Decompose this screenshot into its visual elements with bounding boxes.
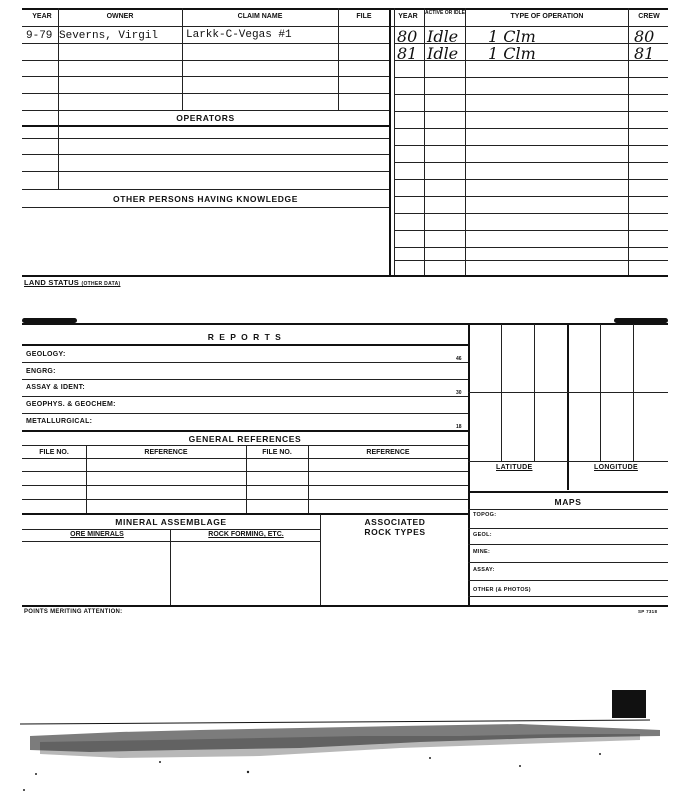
report-row-line xyxy=(22,413,468,414)
col-line xyxy=(394,8,395,276)
op-row-line xyxy=(394,111,668,112)
reports-divider xyxy=(22,323,668,325)
op-row-line xyxy=(394,260,668,261)
op-crew-1: 80 xyxy=(634,27,655,46)
maps-underline xyxy=(468,509,668,510)
op-type-1: 1 Clm xyxy=(488,27,536,46)
latitude-label: LATITUDE xyxy=(496,464,533,471)
op-year-1: 80 xyxy=(397,27,418,46)
header-year: YEAR xyxy=(32,13,52,20)
scan-black-block xyxy=(612,690,646,718)
scan-noise-band xyxy=(0,690,678,804)
header-active-or-idle: ACTIVE OR IDLE xyxy=(425,10,466,16)
op-row-line xyxy=(394,213,668,214)
other-persons-underline xyxy=(22,207,389,208)
associated-line-1: ASSOCIATED xyxy=(364,517,426,527)
associated-line-2: ROCK TYPES xyxy=(364,527,426,537)
longitude-label: LONGITUDE xyxy=(594,464,638,471)
general-references-heading: GENERAL REFERENCES xyxy=(188,434,302,444)
gr-col-reference: REFERENCE xyxy=(144,449,188,456)
op-row-line xyxy=(394,196,668,197)
op-row-line xyxy=(394,94,668,95)
op-year-2: 81 xyxy=(397,44,418,63)
land-status-text: LAND STATUS xyxy=(24,278,80,287)
row-line xyxy=(22,43,389,44)
header-owner: OWNER xyxy=(106,13,134,20)
map-assay: ASSAY: xyxy=(473,567,495,573)
land-status-top xyxy=(22,275,668,277)
gr-row-line xyxy=(22,471,468,472)
op-row-line xyxy=(394,247,668,248)
row-line xyxy=(22,76,389,77)
reports-underline xyxy=(22,344,468,346)
report-geology-num: 46 xyxy=(456,356,462,362)
report-engrg: ENGRG: xyxy=(26,368,56,375)
maps-row-line xyxy=(468,596,668,597)
gr-row-line xyxy=(22,499,468,500)
coord-grid-row xyxy=(468,392,668,393)
op-crew-2: 81 xyxy=(634,44,655,63)
op-status-2: Idle xyxy=(427,44,459,63)
gr-col-file-no-2: FILE NO. xyxy=(262,449,292,456)
maps-row-line xyxy=(468,562,668,563)
report-metallurgical-num: 18 xyxy=(456,424,462,430)
land-status-sub: (OTHER DATA) xyxy=(81,281,121,287)
gr-row-line xyxy=(22,485,468,486)
form-code: SP 7318 xyxy=(638,609,658,614)
report-assay-num: 30 xyxy=(456,390,462,396)
coord-grid-row xyxy=(468,461,668,462)
mineral-underline xyxy=(22,529,320,530)
op-row-line xyxy=(394,128,668,129)
gr-col-file-no: FILE NO. xyxy=(39,449,69,456)
col-line xyxy=(424,8,425,276)
header-year-2: YEAR xyxy=(398,13,418,20)
points-meriting-attention: POINTS MERITING ATTENTION: xyxy=(24,609,123,615)
operators-underline xyxy=(22,125,389,127)
row-line xyxy=(22,93,389,94)
row-line xyxy=(22,189,389,190)
col-line xyxy=(465,8,466,276)
report-row-line xyxy=(22,396,468,397)
col-line-thick xyxy=(389,8,391,276)
maps-row-line xyxy=(468,544,668,545)
maps-row-line xyxy=(468,528,668,529)
rock-forming-label: ROCK FORMING, ETC. xyxy=(208,531,284,538)
col-line xyxy=(58,126,59,190)
map-other: OTHER (& PHOTOS) xyxy=(473,587,531,593)
row-line xyxy=(22,154,389,155)
general-references-underline xyxy=(22,445,468,446)
map-geol: GEOL: xyxy=(473,532,492,538)
maps-top-line xyxy=(468,491,668,493)
mineral-col-header-line xyxy=(22,541,320,542)
gr-col-line xyxy=(246,446,247,514)
header-underline xyxy=(22,26,668,27)
mineral-col-line xyxy=(170,530,171,606)
mineral-col-line xyxy=(320,514,321,606)
gr-header-line xyxy=(22,458,468,459)
map-topog: TOPOG: xyxy=(473,512,497,518)
maps-row-line xyxy=(468,580,668,581)
op-status-1: Idle xyxy=(427,27,459,46)
gr-col-reference-2: REFERENCE xyxy=(366,449,410,456)
header-claim-name: CLAIM NAME xyxy=(237,13,283,20)
reports-right-border xyxy=(468,324,470,606)
scan-line xyxy=(20,720,650,724)
claim-name-entry: Larkk-C-Vegas #1 xyxy=(186,29,292,41)
header-type-of-operation: TYPE OF OPERATION xyxy=(510,13,584,20)
ore-minerals-label: ORE MINERALS xyxy=(70,531,124,538)
row-line xyxy=(22,110,389,111)
owner-entry: 9-79 Severns, Virgil xyxy=(26,30,159,42)
col-line xyxy=(628,8,629,276)
coord-grid-line-mid xyxy=(567,324,569,490)
header-crew: CREW xyxy=(638,13,660,20)
report-geophys: GEOPHYS. & GEOCHEM: xyxy=(26,401,116,408)
report-assay: ASSAY & IDENT: xyxy=(26,384,86,391)
op-row-line xyxy=(394,179,668,180)
map-mine: MINE: xyxy=(473,549,491,555)
gr-bottom-line xyxy=(22,513,468,515)
op-row-line xyxy=(394,77,668,78)
row-line xyxy=(22,60,389,61)
other-persons-heading: OTHER PERSONS HAVING KNOWLEDGE xyxy=(112,194,299,204)
report-geology: GEOLOGY: xyxy=(26,351,66,358)
op-row-line xyxy=(394,145,668,146)
report-row-line xyxy=(22,430,468,432)
reports-heading: R E P O R T S xyxy=(207,332,283,342)
form-bottom-line xyxy=(22,605,668,607)
report-row-line xyxy=(22,362,468,363)
op-type-2: 1 Clm xyxy=(488,44,536,63)
land-status-label xyxy=(24,278,120,287)
report-metallurgical: METALLURGICAL: xyxy=(26,418,93,425)
maps-heading: MAPS xyxy=(554,497,582,507)
gr-col-line xyxy=(308,446,309,514)
mineral-assemblage-heading: MINERAL ASSEMBLAGE xyxy=(115,517,227,527)
header-file: FILE xyxy=(356,13,372,20)
gr-col-line xyxy=(86,446,87,514)
op-row-line xyxy=(394,230,668,231)
report-row-line xyxy=(22,379,468,380)
operators-heading: OPERATORS xyxy=(176,113,235,123)
row-line xyxy=(22,138,389,139)
op-row-line xyxy=(394,162,668,163)
top-border xyxy=(22,8,668,10)
row-line xyxy=(22,171,389,172)
